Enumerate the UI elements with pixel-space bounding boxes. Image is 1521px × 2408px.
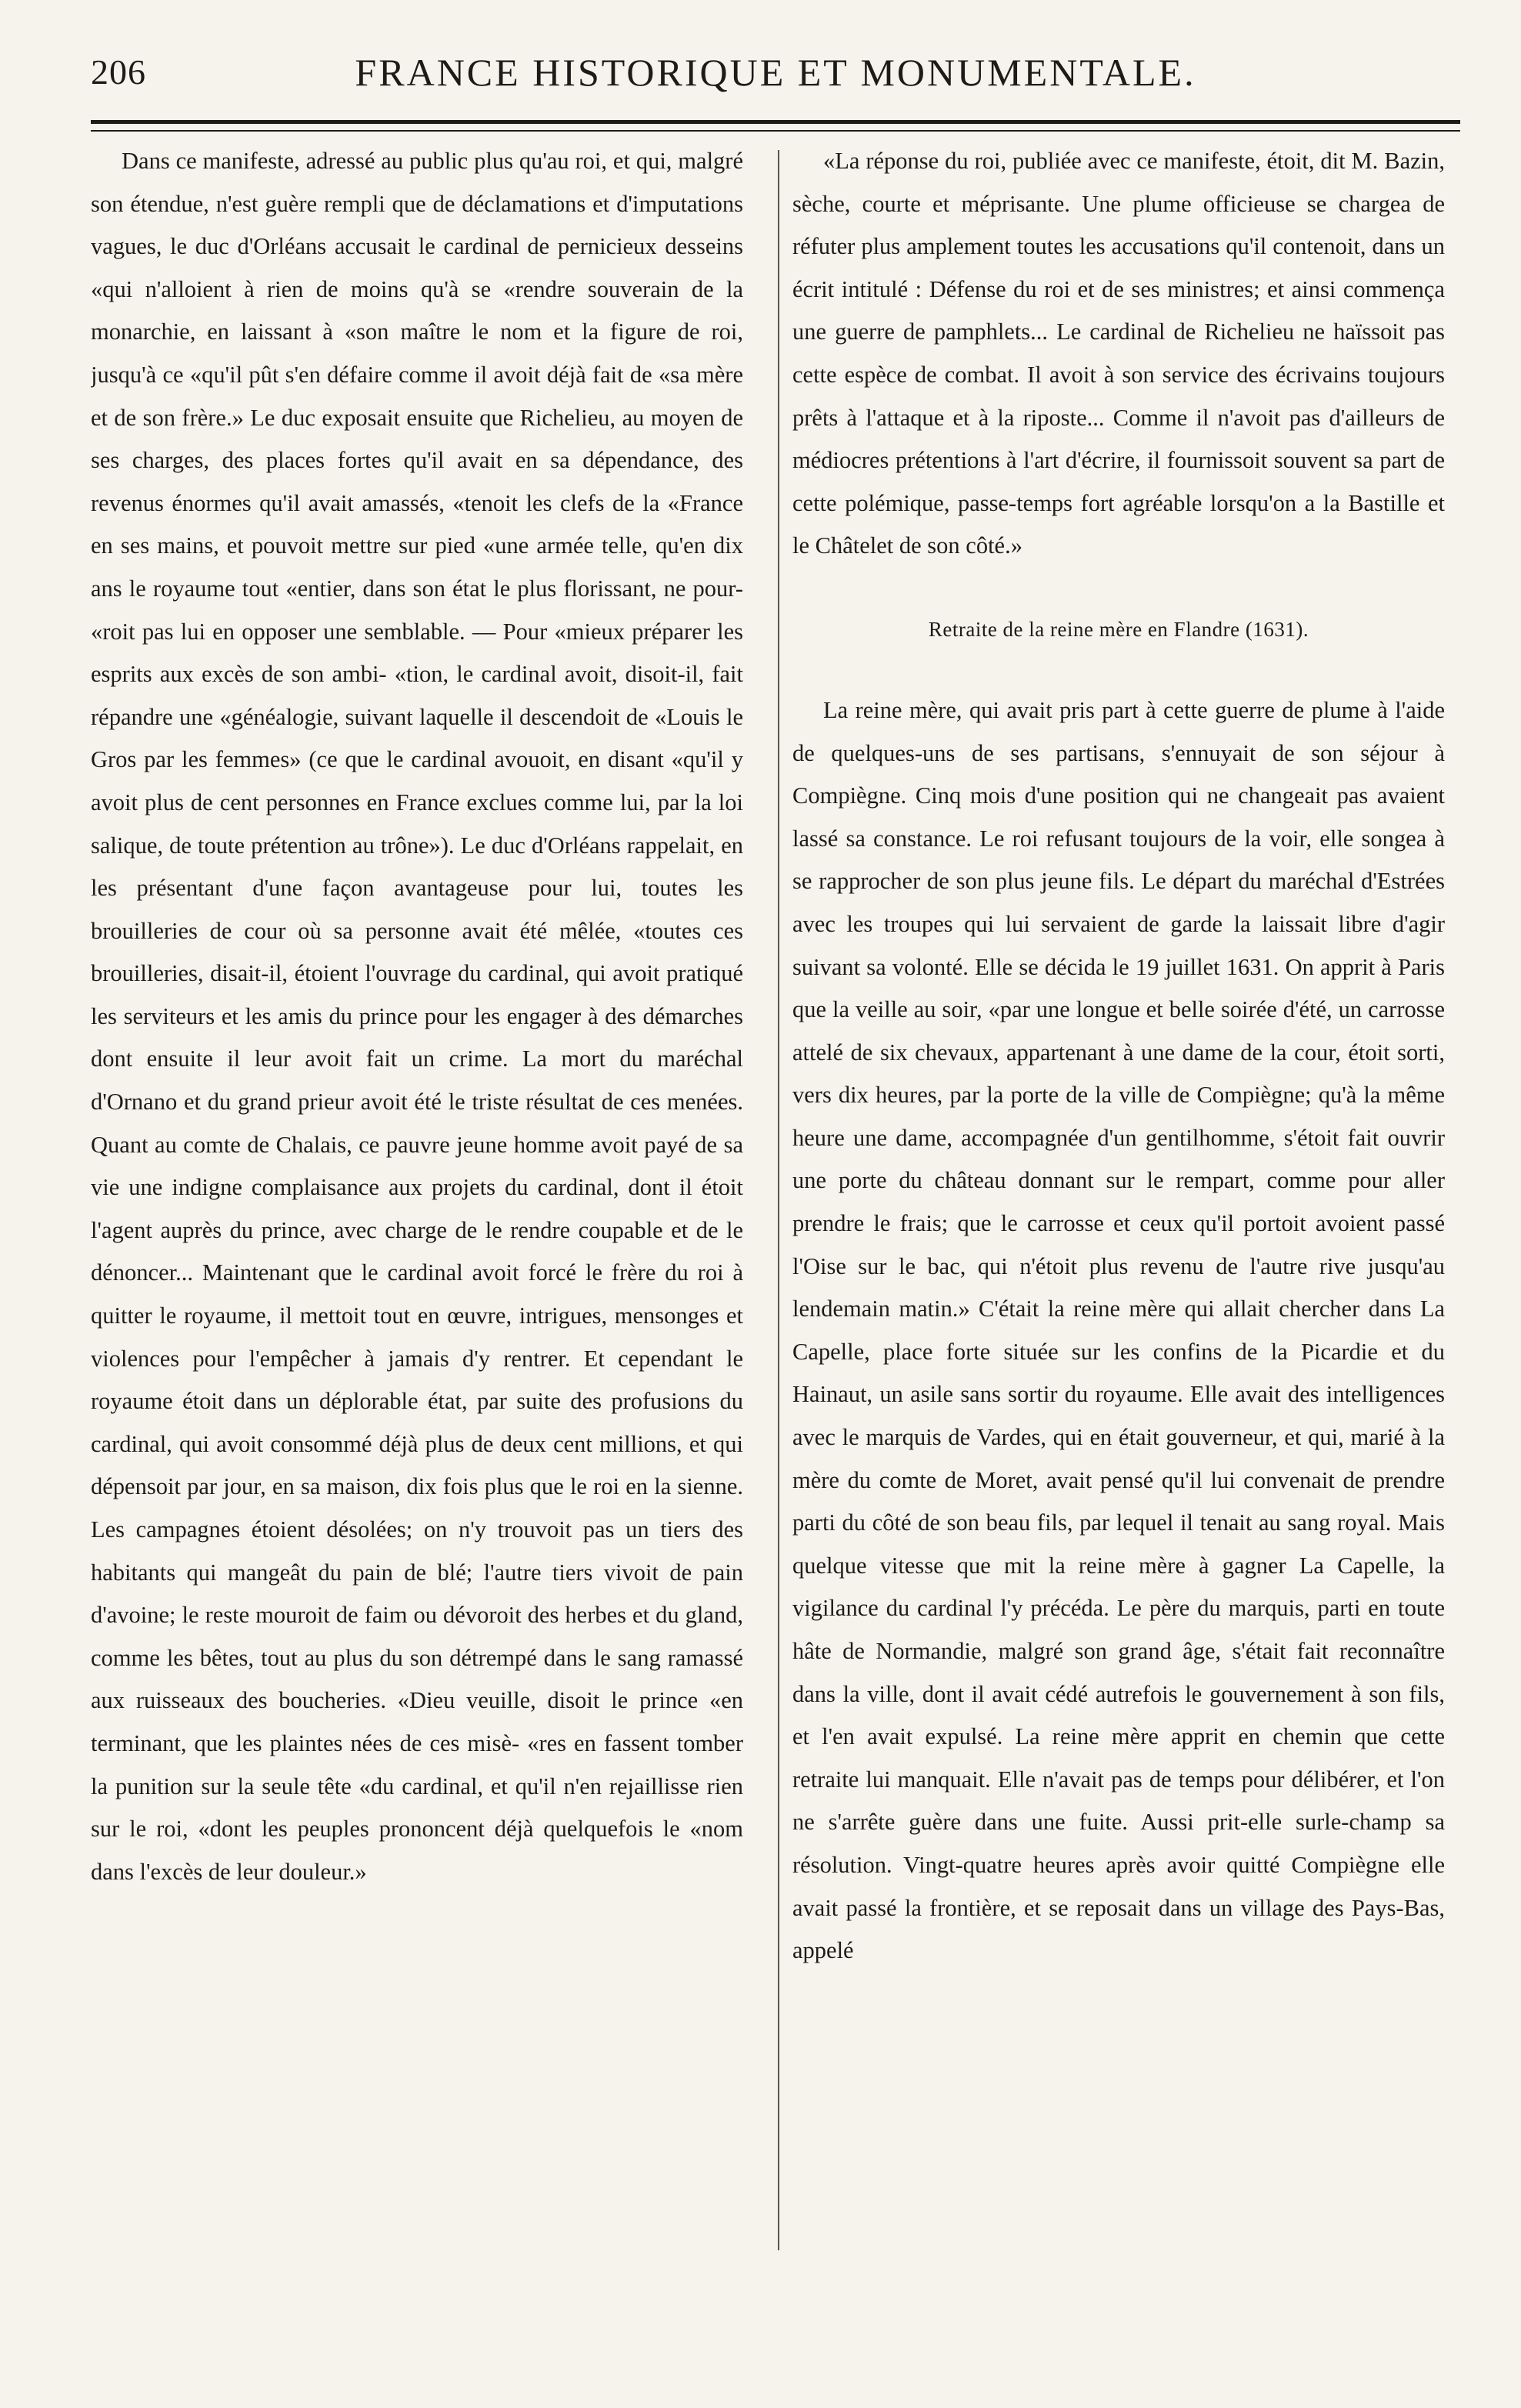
right-column: [792, 140, 1445, 2248]
right-paragraph-1: «La réponse du roi, publiée avec ce manifeste, étoit, dit M. Bazin, sèche, courte et méprisante. Une plume officieuse se chargea de réfuter plus amplement toutes les accusations qu'il contenoit, dans un écrit intitulé : Défense du roi et de ses ministres; et ainsi commença une guerre de pamphlets... Le cardinal de Richelieu ne haïssoit pas cette espèce de combat. Il avoit à son service des écrivains toujours prêts à l'attaque et à la riposte... Comme il n'avoit pas d'ailleurs de médiocres prétentions à l'art d'écrire, il fournissoit souvent sa part de cette polémique, passe-temps fort agréable lorsqu'on a la Bastille et le Châtelet de son côté.»: [792, 148, 1445, 559]
header-rule: [91, 120, 1460, 124]
left-paragraph: Dans ce manifeste, adressé au public plus qu'au roi, et qui, malgré son étendue, n'est guère rempli que de déclamations et d'imputations vagues, le duc d'Orléans accusait le cardinal de pernicieux desseins «qui n'alloient à rien de moins qu'à se «rendre souverain de la monarchie, en laissant à «son maître le nom et la figure de roi, jusqu'à ce «qu'il pût s'en défaire comme il avoit déjà fait de «sa mère et de son frère.» Le duc exposait ensuite que Richelieu, au moyen de ses charges, des places fortes qu'il avait en sa dépendance, des revenus énormes qu'il avait amassés, «tenoit les clefs de la «France en ses mains, et pouvoit mettre sur pied «une armée telle, qu'en dix ans le royaume tout «entier, dans son état le plus florissant, ne pour- «roit pas lui en opposer une semblable. — Pour «mieux préparer les esprits aux excès de son ambi- «tion, le cardinal avoit, disoit-il, fait répandre une «généalogie, suivant laquelle il descendoit de «Louis le Gros par les femmes» (ce que le cardinal avouoit, en disant «qu'il y avoit plus de cent personnes en France exclues comme lui, par la loi salique, de toute prétention au trône»). Le duc d'Orléans rappelait, en les présentant d'une façon avantageuse pour lui, toutes les brouilleries de cour où sa personne avait été mêlée, «toutes ces brouilleries, disait-il, étoient l'ouvrage du cardinal, qui avoit pratiqué les serviteurs et les amis du prince pour les engager à des démarches dont ensuite il leur avoit fait un crime. La mort du maréchal d'Ornano et du grand prieur avoit été le triste résultat de ces menées. Quant au comte de Chalais, ce pauvre jeune homme avoit payé de sa vie une indigne complaisance aux projets du cardinal, dont il étoit l'agent auprès du prince, avec charge de le rendre coupable et de le dénoncer... Maintenant que le cardinal avoit forcé le frère du roi à quitter le royaume, il mettoit tout en œuvre, intrigues, mensonges et violences pour l'empêcher à jamais d'y rentrer. Et cependant le royaume étoit dans un déplorable état, par suite des profusions du cardinal, qui avoit consommé déjà plus de deux cent millions, et qui dépensoit par jour, en sa maison, dix fois plus que le roi en la sienne. Les campagnes étoient désolées; on n'y trouvoit pas un tiers des habitants qui mangeât du pain de blé; l'autre tiers vivoit de pain d'avoine; le reste mouroit de faim ou dévoroit des herbes et du gland, comme les bêtes, tout au plus du son détrempé dans le sang ramassé aux ruisseaux des boucheries. «Dieu veuille, disoit le prince «en terminant, que les plaintes nées de ces misè- «res en fassent tomber la punition sur la seule tête «du cardinal, et qu'il n'en rejaillisse rien sur le roi, «dont les peuples prononcent déjà quelquefois le «nom dans l'excès de leur douleur.»: [91, 148, 743, 1885]
page-header: [91, 49, 1460, 103]
page-number: 206: [91, 52, 146, 92]
section-heading: Retraite de la reine mère en Flandre (1631).: [928, 617, 1309, 641]
header-rule-thin: [91, 130, 1460, 132]
right-paragraph-2: La reine mère, qui avait pris part à cette guerre de plume à l'aide de quelques-uns de ses partisans, s'ennuyait de son séjour à Compiègne. Cinq mois d'une position qui ne changeait pas avaient lassé sa constance. Le roi refusant toujours de la voir, elle songea à se rapprocher de son plus jeune fils. Le départ du maréchal d'Estrées avec les troupes qui lui servaient de garde la laissait libre d'agir suivant sa volonté. Elle se décida le 19 juillet 1631. On apprit à Paris que la veille au soir, «par une longue et belle soirée d'été, un carrosse attelé de six chevaux, appartenant à une dame de la cour, étoit sorti, vers dix heures, par la porte de la ville de Compiègne; qu'à la même heure une dame, accompagnée d'un gentilhomme, s'étoit fait ouvrir une porte du château donnant sur le rempart, comme pour aller prendre le frais; que le carrosse et ceux qu'il portoit avoient passé l'Oise sur le bac, qui n'étoit plus revenu de l'autre rive jusqu'au lendemain matin.» C'était la reine mère qui allait chercher dans La Capelle, place forte située sur les confins de la Picardie et du Hainaut, un asile sans sortir du royaume. Elle avait des intelligences avec le marquis de Vardes, qui en était gouverneur, et qui, marié à la mère du comte de Moret, avait pensé qu'il lui convenait de prendre parti du côté de son beau fils, par lequel il tenait au sang royal. Mais quelque vitesse que mit la reine mère à gagner La Capelle, la vigilance du cardinal l'y précéda. Le père du marquis, parti en toute hâte de Normandie, malgré son grand âge, s'était fait reconnaître dans la ville, dont il avait cédé autrefois le gouvernement à son fils, et l'en avait expulsé. La reine mère apprit en chemin que cette retraite lui manquait. Elle n'avait pas de temps pour délibérer, et l'on ne s'arrête guère dans une fuite. Aussi prit-elle surle-champ sa résolution. Vingt-quatre heures après avoir quitté Compiègne elle avait passé la frontière, et se reposait dans un village des Pays-Bas, appelé: [792, 696, 1445, 1964]
column-divider: [778, 150, 779, 2250]
running-title: FRANCE HISTORIQUE ET MONUMENTALE.: [355, 51, 1196, 94]
left-column: [91, 140, 743, 2248]
